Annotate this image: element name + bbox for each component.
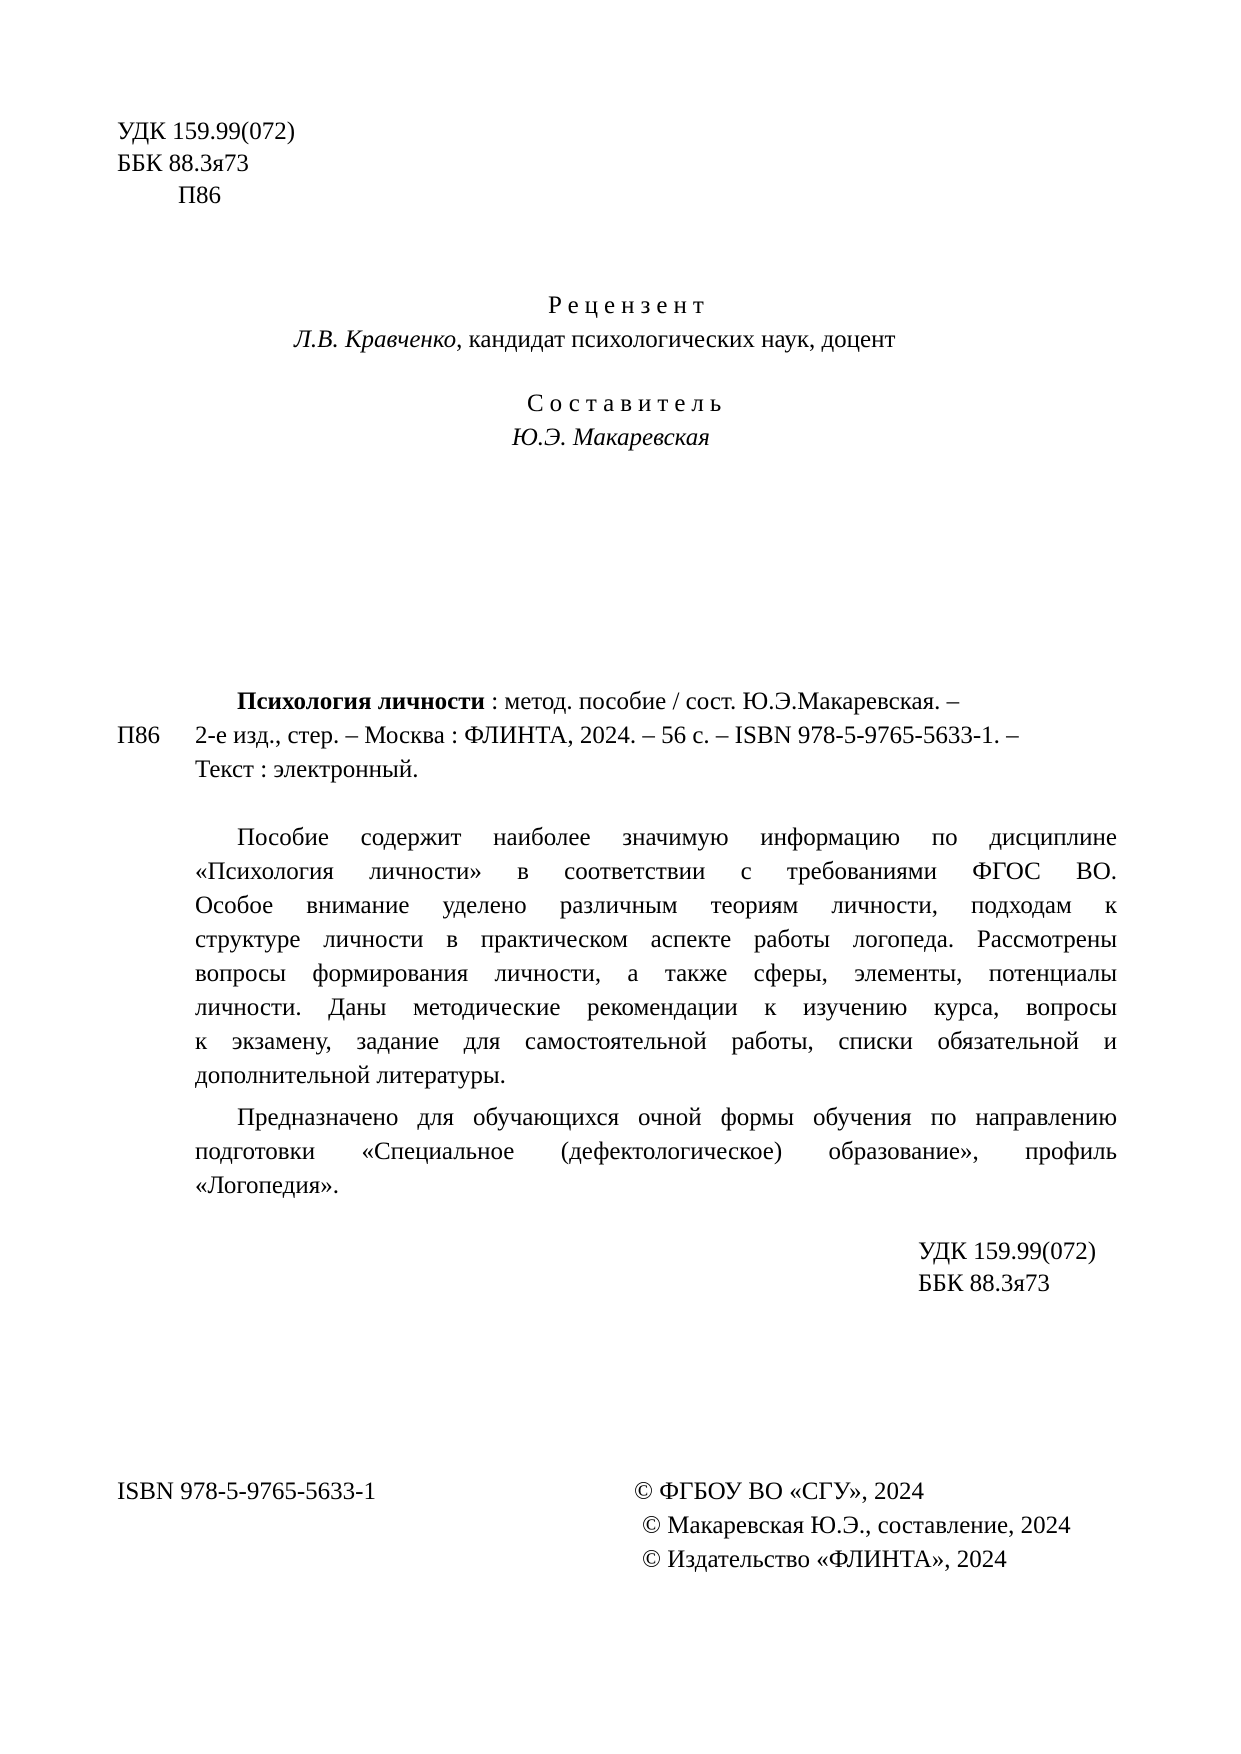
biblio-line-3: Текст : электронный.: [195, 756, 419, 783]
compiler-name: Ю.Э. Макаревская: [512, 424, 710, 451]
annotation-line: Особое внимание уделено различным теориям личности, подходам к: [195, 892, 1117, 919]
copyright-line: © Макаревская Ю.Э., составление, 2024: [642, 1512, 1071, 1539]
book-title: Психология личности: [237, 688, 485, 715]
annotation-line: подготовки «Специальное (дефектологическое) образование», профиль: [195, 1138, 1117, 1165]
annotation-line: структуре личности в практическом аспекте работы логопеда. Рассмотрены: [195, 926, 1117, 953]
copyright-line: © ФГБОУ ВО «СГУ», 2024: [634, 1478, 924, 1505]
compiler-heading: Составитель: [527, 390, 728, 417]
author-mark-top: П86: [178, 182, 222, 209]
biblio-line-2: 2-е изд., стер. – Москва : ФЛИНТА, 2024. – 56 с. – ISBN 978-5-9765-5633-1. –: [195, 722, 1019, 749]
reviewer-line: [294, 324, 895, 356]
isbn: ISBN 978-5-9765-5633-1: [117, 1478, 377, 1505]
annotation-line: «Логопедия».: [195, 1172, 339, 1199]
biblio-mark: П86: [117, 722, 161, 749]
annotation-line: к экзамену, задание для самостоятельной работы, списки обязательной и: [195, 1028, 1117, 1055]
annotation-line: «Психология личности» в соответствии с требованиями ФГОС ВО.: [195, 858, 1117, 885]
annotation-line: дополнительной литературы.: [195, 1062, 506, 1089]
udk-code-bottom: УДК 159.99(072): [918, 1238, 1097, 1265]
reviewer-title: , кандидат психологических наук, доцент: [456, 326, 896, 353]
bbk-code-top: ББК 88.3я73: [117, 150, 249, 177]
biblio-line-1-rest: : метод. пособие / сост. Ю.Э.Макаревская. –: [484, 688, 960, 715]
biblio-line-1: [237, 686, 959, 718]
annotation-line: личности. Даны методические рекомендации к изучению курса, вопросы: [195, 994, 1117, 1021]
bbk-code-bottom: ББК 88.3я73: [918, 1270, 1050, 1297]
reviewer-name: Л.В. Кравченко: [294, 326, 457, 353]
annotation-line: вопросы формирования личности, а также сферы, элементы, потенциалы: [195, 960, 1117, 987]
udk-code-top: УДК 159.99(072): [117, 118, 296, 145]
annotation-line: Предназначено для обучающихся очной формы обучения по направлению: [237, 1104, 1117, 1131]
reviewer-heading: Рецензент: [548, 292, 710, 319]
copyright-line: © Издательство «ФЛИНТА», 2024: [642, 1546, 1007, 1573]
annotation-line: Пособие содержит наиболее значимую информацию по дисциплине: [237, 824, 1117, 851]
